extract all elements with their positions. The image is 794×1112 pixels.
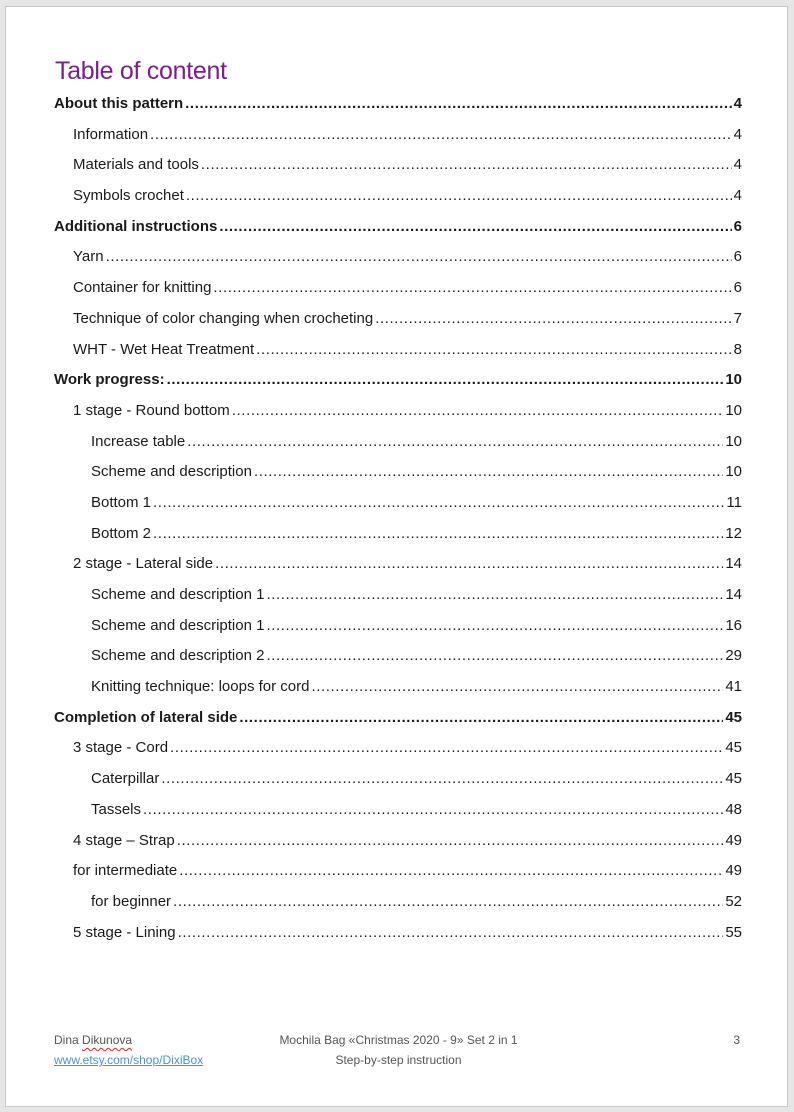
toc-dot-leader [201, 150, 732, 181]
toc-entry-label: 3 stage - Cord [73, 739, 169, 757]
toc-entry-label: Knitting technique: loops for cord [91, 678, 310, 696]
document-page [5, 6, 788, 1107]
toc-dot-leader [185, 89, 732, 120]
toc-entry[interactable] [54, 212, 742, 243]
footer-author [54, 1030, 203, 1050]
toc-dot-leader [256, 335, 731, 366]
author-first-name: Dina [54, 1033, 79, 1047]
toc-entry[interactable] [54, 150, 742, 181]
footer-doc-subtitle: Step-by-step instruction [335, 1053, 462, 1067]
toc-dot-leader [153, 519, 723, 550]
toc-entry-label: Container for knitting [73, 279, 212, 297]
toc-entry-label: Completion of lateral side [54, 708, 238, 726]
toc-entry-page-number: 49 [725, 831, 742, 849]
toc-dot-leader [266, 641, 723, 672]
toc-entry-label: Technique of color changing when crocheting [73, 309, 374, 327]
toc-entry[interactable] [54, 457, 742, 488]
toc-entry-page-number: 14 [725, 586, 742, 603]
toc-entry[interactable] [54, 335, 742, 366]
toc-entry-page-number: 48 [725, 800, 742, 818]
toc-dot-leader [179, 856, 723, 887]
toc-entry[interactable] [54, 120, 742, 151]
toc-entry[interactable] [54, 89, 742, 120]
author-last-name: Dikunova [82, 1033, 133, 1047]
toc-dot-leader [232, 396, 724, 427]
toc-entry-page-number: 7 [733, 309, 742, 327]
toc-entry[interactable] [54, 273, 742, 304]
toc-entry-label: Scheme and description 1 [91, 586, 265, 603]
toc-entry-label: Scheme and description [91, 463, 252, 481]
toc-entry-page-number: 8 [733, 340, 742, 358]
toc-entry-label: Scheme and description 2 [91, 647, 265, 665]
toc-entry-page-number: 6 [733, 279, 742, 297]
toc-entry-label: 5 stage - Lining [73, 923, 176, 941]
toc-entry-label: 1 stage - Round bottom [73, 401, 230, 419]
toc-entry-label: 2 stage - Lateral side [73, 555, 214, 573]
page-title: Table of content [55, 57, 227, 85]
toc-dot-leader [161, 764, 723, 795]
toc-entry[interactable] [54, 488, 742, 519]
toc-entry-page-number: 45 [725, 739, 742, 757]
toc-entry-page-number: 10 [725, 432, 742, 450]
toc-entry[interactable] [54, 181, 742, 212]
toc-entry-page-number: 4 [733, 95, 742, 112]
toc-entry-page-number: 4 [733, 125, 742, 143]
toc-entry-label: WHT - Wet Heat Treatment [73, 340, 255, 358]
toc-entry-label: 4 stage – Strap [73, 831, 175, 849]
footer-author-block [54, 1030, 203, 1070]
toc-entry[interactable] [54, 672, 742, 703]
toc-entry[interactable] [54, 703, 742, 734]
toc-entry[interactable] [54, 580, 742, 611]
toc-entry-page-number: 4 [733, 156, 742, 174]
toc-entry-page-number: 10 [725, 463, 742, 481]
toc-entry-label: About this pattern [54, 95, 184, 112]
toc-entry[interactable] [54, 795, 742, 826]
toc-entry-page-number: 10 [725, 401, 742, 419]
toc-dot-leader [215, 549, 723, 580]
toc-entry-page-number: 11 [726, 493, 742, 511]
toc-entry-page-number: 16 [725, 616, 742, 634]
toc-dot-leader [106, 242, 732, 273]
toc-entry-label: for beginner [91, 892, 172, 910]
toc-entry-label: Additional instructions [54, 217, 218, 235]
toc-entry-label: Increase table [91, 432, 186, 450]
toc-entry[interactable] [54, 242, 742, 273]
footer-page-number: 3 [733, 1033, 740, 1047]
toc-entry-label: Bottom 2 [91, 524, 152, 542]
toc-entry[interactable] [54, 427, 742, 458]
toc-dot-leader [170, 733, 723, 764]
toc-entry[interactable] [54, 549, 742, 580]
toc-dot-leader [213, 273, 731, 304]
toc-entry-page-number: 4 [733, 187, 742, 205]
toc-dot-leader [266, 580, 723, 611]
toc-entry-page-number: 29 [725, 647, 742, 665]
toc-entry-page-number: 55 [725, 923, 742, 941]
toc-entry-page-number: 41 [725, 678, 742, 696]
toc-entry[interactable] [54, 887, 742, 918]
toc-dot-leader [153, 488, 724, 519]
toc-entry-page-number: 6 [733, 217, 742, 235]
toc-entry[interactable] [54, 365, 742, 396]
toc-dot-leader [178, 918, 724, 949]
toc-entry-label: Tassels [91, 800, 142, 818]
toc-dot-leader [186, 181, 732, 212]
toc-entry-label: Information [73, 125, 149, 143]
footer-doc-info [236, 1030, 561, 1070]
toc-entry-page-number: 45 [725, 770, 742, 788]
toc-entry-label: Materials and tools [73, 156, 199, 174]
toc-dot-leader [239, 703, 723, 734]
toc-dot-leader [254, 457, 723, 488]
toc-entry-label: Yarn [73, 248, 104, 266]
toc-entry-page-number: 45 [725, 708, 742, 726]
toc-entry[interactable] [54, 304, 742, 335]
toc-entry-label: Work progress: [54, 371, 165, 389]
toc-entry-page-number: 10 [725, 371, 742, 389]
toc-entry-page-number: 6 [733, 248, 742, 266]
toc-entry-page-number: 52 [725, 892, 742, 910]
toc-entry[interactable] [54, 764, 742, 795]
toc-entry-label: Bottom 1 [91, 493, 152, 511]
toc-dot-leader [187, 427, 723, 458]
toc-dot-leader [375, 304, 731, 335]
toc-entry-label: Symbols crochet [73, 187, 184, 205]
toc-dot-leader [219, 212, 731, 243]
toc-dot-leader [150, 120, 732, 151]
table-of-contents [54, 89, 742, 948]
toc-entry[interactable] [54, 641, 742, 672]
toc-entry-page-number: 12 [725, 524, 742, 542]
toc-entry-label: Caterpillar [91, 770, 160, 788]
toc-dot-leader [173, 887, 723, 918]
toc-entry[interactable] [54, 733, 742, 764]
toc-dot-leader [167, 365, 724, 396]
toc-dot-leader [177, 826, 724, 857]
toc-entry[interactable] [54, 918, 742, 949]
footer-shop-link[interactable]: www.etsy.com/shop/DixiBox [54, 1053, 204, 1067]
toc-entry[interactable] [54, 856, 742, 887]
toc-entry[interactable] [54, 826, 742, 857]
toc-entry-label: Scheme and description 1 [91, 616, 265, 634]
toc-dot-leader [143, 795, 723, 826]
toc-entry[interactable] [54, 519, 742, 550]
toc-entry-page-number: 49 [725, 862, 742, 880]
toc-entry[interactable] [54, 396, 742, 427]
toc-entry-page-number: 14 [725, 555, 742, 573]
toc-dot-leader [311, 672, 723, 703]
toc-entry-label: for intermediate [73, 862, 178, 880]
toc-dot-leader [266, 611, 723, 642]
footer-doc-title: Mochila Bag «Christmas 2020 - 9» Set 2 in 1 [279, 1033, 518, 1047]
toc-entry[interactable] [54, 611, 742, 642]
